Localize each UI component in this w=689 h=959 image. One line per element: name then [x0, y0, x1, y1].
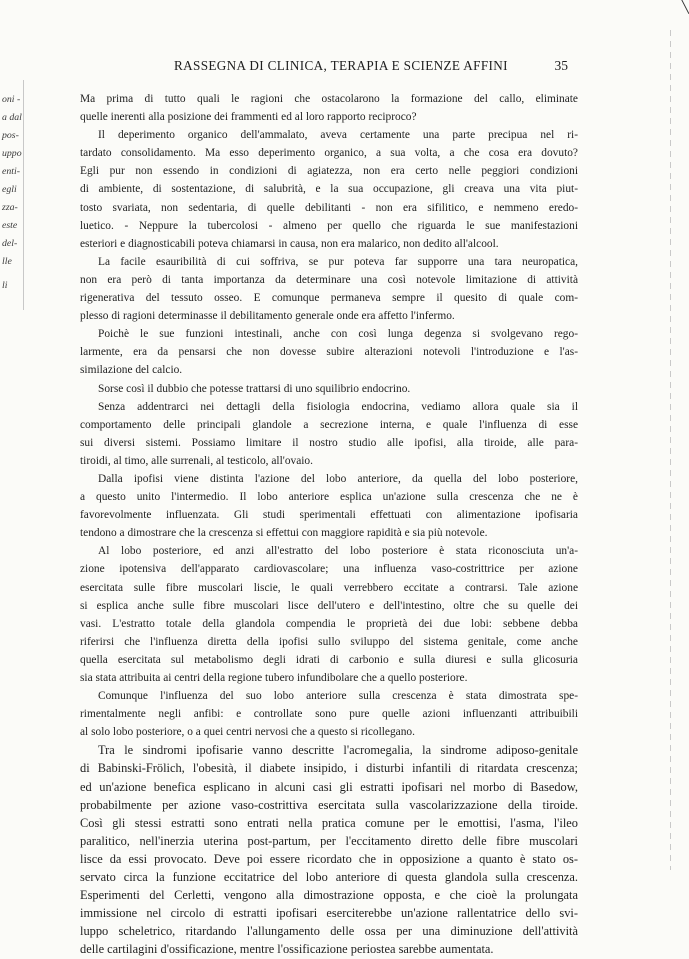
text-line: esteriori e diagnosticabili poteva chiamarsi in causa, non era malarico, non dedito all'alcool. [80, 237, 499, 250]
text-line: larmente, era da pensarsi che non dovesse subire alterazioni notevoli l'introduzione e l'as- [80, 346, 578, 359]
text-line: plesso di ragioni determinasse il debilitamento generale onde era affetto l'infermo. [80, 310, 455, 323]
margin-fragment: egli [2, 184, 17, 195]
text-line: delle cartilagini d'ossificazione, mentre l'ossificazione periostea sarebbe aumentata. [80, 942, 494, 957]
text-line: al solo lobo posteriore, o a quei centri nervosi che a questo si ricollegano. [80, 726, 415, 739]
text-line: ed un'azione benefica esplicano in alcuni casi gli estratti ipofisari nel morbo di Basedow, [80, 779, 578, 794]
margin-fragment: a dal [2, 112, 22, 123]
text-line: comportamento delle principali glandole a secrezione interna, e quale l'influenza di esse [80, 418, 578, 431]
text-line: Poichè le sue funzioni intestinali, anche con così lunga degenza si svolgevano rego- [98, 328, 578, 341]
margin-fragment: lle [2, 256, 12, 267]
margin-fragment: del- [2, 238, 18, 249]
page-number: 35 [554, 58, 568, 73]
left-margin-fragments [0, 90, 22, 300]
text-line: tardato consolidamento. Ma esso deperimento organico, a sua volta, a che cosa era dovuto? [80, 147, 578, 160]
text-line: tiroidi, al timo, alle surrenali, al testicolo, all'ovaio. [80, 454, 313, 467]
text-line: di Babinski-Frölich, l'obesità, il diabete insipido, i disturbi infantili di ritardata crescenza; [80, 761, 578, 776]
text-line: rigenerativa del tessuto osseo. E comunque permaneva sempre il quesito di quale com- [80, 292, 578, 305]
page-edge-shadow [670, 30, 671, 870]
text-line: tosto svariata, non sedentaria, di quelle debilitanti - non era sifilitico, e nemmeno eredo- [80, 201, 578, 214]
text-line: Comunque l'influenza del suo lobo anteriore sulla crescenza è stata dimostrata spe- [98, 690, 578, 703]
text-line: Esperimenti del Cerletti, vengono alla dimostrazione opposta, e che cioè la prolungata [80, 888, 578, 903]
text-line: zione ipotensiva dell'apparato cardiovascolare; una influenza vaso-costrittrice per azione [80, 563, 578, 576]
text-line: riferirsi che l'influenza diretta della ipofisi sullo sviluppo del sistema genitale, come anche [80, 635, 578, 648]
text-line: Tra le sindromi ipofisarie vanno descritte l'acromegalia, la sindrome adiposo-genitale [98, 743, 578, 758]
text-line: La facile esauribilità di cui soffriva, se pur poteva far supporre una tara neuropatica, [98, 255, 578, 268]
text-line: Egli pur non essendo in condizioni di agiatezza, non era certo nelle peggiori condizioni [80, 165, 578, 178]
text-line: favorevolmente influenzata. Gli studi sperimentali effettuati con alimentazione ipofisaria [80, 509, 578, 522]
text-line: Dalla ipofisi viene distinta l'azione del lobo anteriore, da quella del lobo posteriore, [98, 472, 578, 485]
text-line: luppo scheletrico, ritardando l'allungamento delle ossa per una diminuzione dell'attività [80, 924, 578, 939]
text-line: Il deperimento organico dell'ammalato, aveva certamente una parte precipua nel ri- [98, 129, 578, 142]
text-line: esercitata sulle fibre muscolari liscie, le quali verrebbero eccitate a contrarsi. Tale azione [80, 581, 578, 594]
text-line: sui diversi sistemi. Possiamo limitare il nostro studio alle ipofisi, alla tiroide, alle para- [80, 436, 578, 449]
text-line: Ma prima di tutto quali le ragioni che ostacolarono la formazione del callo, eliminate [80, 93, 578, 105]
text-line: si esplica anche sulle fibre muscolari lisce dell'utero e dell'intestino, oltre che su quelle dei [80, 599, 578, 612]
article-body [80, 90, 578, 959]
text-line: immissione nel circolo di estratti ipofisari eserciterebbe un'azione rallentatrice dello svi- [80, 906, 578, 921]
margin-fragment: pos- [2, 130, 19, 141]
text-line: Così gli stessi estratti sono entrati nella pratica comune per le emottisi, l'asma, l'ileo [80, 815, 578, 830]
text-line: quelle inerenti alla posizione dei frammenti ed al loro rapporto reciproco? [80, 111, 417, 124]
text-line: sia stata attribuita ai centri della regione tubero infundibolare che a quello posteriore. [80, 672, 468, 684]
text-line: lisce da essi provocato. Deve poi essere ricordato che in opposizione a quanto è stato os- [80, 851, 578, 866]
scan-corner-mark: ╲ [681, 0, 689, 14]
text-line: vasi. L'estratto totale della glandola compendia le proprietà dei due lobi: sebbene debba [80, 617, 578, 630]
margin-fragment: este [2, 220, 18, 231]
text-line: tendono a dimostrare che la crescenza si effettui con maggiore rapidità e sia più notevole. [80, 527, 488, 540]
text-line: di ambiente, di sostentazione, di salubrità, e la sua occupazione, gli creava una vita piut- [80, 183, 578, 196]
page-header [128, 58, 568, 78]
text-line: paralitico, nell'inerzia uterina post-partum, per l'eccitamento diretto delle fibre muscolari [80, 833, 578, 848]
text-line: Al lobo posteriore, ed anzi all'estratto del lobo posteriore è stata riconosciuta un'a- [98, 545, 578, 558]
margin-fragment: enti- [2, 166, 20, 177]
text-line: probabilmente per azione vaso-costrittiva esercitata sulla vascolarizzazione della tiroide. [80, 797, 578, 812]
margin-fragment: li [2, 280, 8, 291]
text-line: luetico. - Neppure la tubercolosi - almeno per quello che riguarda le sue manifestazioni [80, 219, 578, 232]
running-title: RASSEGNA DI CLINICA, TERAPIA E SCIENZE AFFINI [174, 58, 508, 73]
text-line: a questo unito l'intermedio. Il lobo anteriore esplica un'azione sulla crescenza che ne è [80, 491, 578, 504]
text-line: Senza addentrarci nei dettagli della fisiologia endocrina, vediamo allora quale sia il [98, 400, 578, 413]
text-line: rimentalmente negli anfibi: e controllate sono pure quelle azioni influenzanti attribuibili [80, 708, 578, 721]
margin-rule [23, 80, 24, 310]
margin-fragment: uppo [2, 148, 22, 159]
margin-fragment: zza- [2, 202, 18, 213]
margin-fragment: oni - [2, 94, 21, 105]
text-line: quella esercitata sul metabolismo degli idrati di carbonio e sulla diuresi e sulla glicosuria [80, 653, 578, 666]
text-line: servato circa la funzione eccitatrice del lobo anteriore di questa glandola sulla crescenza. [80, 870, 578, 885]
text-line: non era però di tanta importanza da determinare una così notevole limitazione di attività [80, 273, 578, 286]
text-line: Sorse così il dubbio che potesse trattarsi di uno squilibrio endocrino. [98, 382, 411, 395]
text-line: similazione del calcio. [80, 364, 183, 377]
